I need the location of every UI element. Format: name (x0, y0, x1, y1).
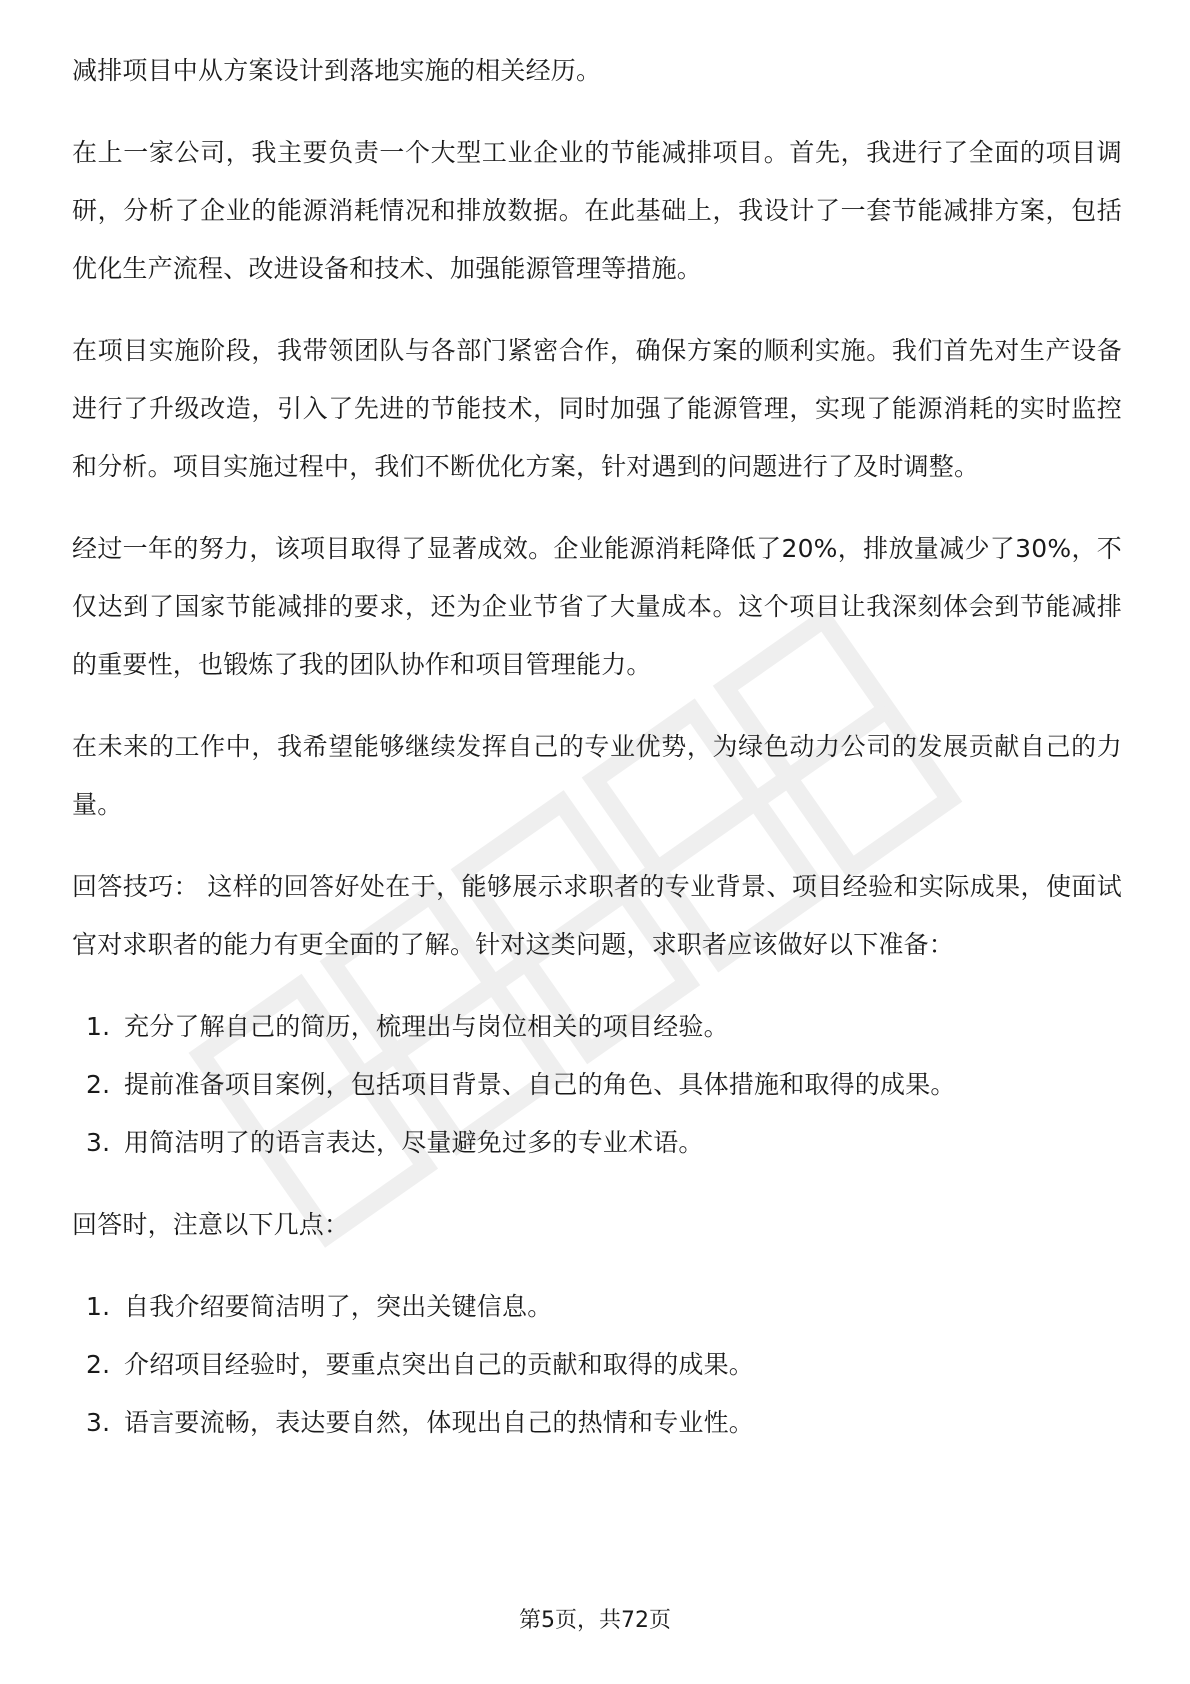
list-number: 3. (86, 1128, 111, 1157)
paragraph-results: 经过一年的努力，该项目取得了显著成效。企业能源消耗降低了20%，排放量减少了30%，不仅达到了国家节能减排的要求，还为企业节省了大量成本。这个项目让我深刻体会到节能减排的重要性，也锻炼了我的团队协作和项目管理能力。 (72, 534, 1122, 679)
document-body (72, 42, 1122, 1476)
list-text: 充分了解自己的简历，梳理出与岗位相关的项目经验。 (124, 1012, 729, 1041)
list-text: 语言要流畅，表达要自然，体现出自己的热情和专业性。 (124, 1408, 755, 1437)
list-item (72, 1336, 1122, 1394)
list-item (72, 1056, 1122, 1114)
list-number: 1. (86, 1012, 111, 1041)
list-text: 用简洁明了的语言表达，尽量避免过多的专业术语。 (124, 1128, 704, 1157)
preparation-list (72, 998, 1122, 1172)
list-number: 1. (86, 1292, 111, 1321)
list-item (72, 1278, 1122, 1336)
notes-heading: 回答时，注意以下几点： (72, 1210, 350, 1239)
notes-list (72, 1278, 1122, 1452)
paragraph-answer-tips: 回答技巧： 这样的回答好处在于，能够展示求职者的专业背景、项目经验和实际成果，使面试官对求职者的能力有更全面的了解。针对这类问题，求职者应该做好以下准备： (72, 872, 1122, 959)
list-text: 自我介绍要简洁明了，突出关键信息。 (124, 1292, 553, 1321)
list-text: 介绍项目经验时，要重点突出自己的贡献和取得的成果。 (124, 1350, 755, 1379)
list-number: 3. (86, 1408, 111, 1437)
list-number: 2. (86, 1070, 111, 1099)
paragraph-intro-continued: 减排项目中从方案设计到落地实施的相关经历。 (72, 56, 602, 85)
list-item (72, 1394, 1122, 1452)
list-item (72, 1114, 1122, 1172)
list-number: 2. (86, 1350, 111, 1379)
paragraph-future: 在未来的工作中，我希望能够继续发挥自己的专业优势，为绿色动力公司的发展贡献自己的力量。 (72, 732, 1122, 819)
page-number-footer: 第5页，共72页 (519, 1608, 671, 1633)
list-text: 提前准备项目案例，包括项目背景、自己的角色、具体措施和取得的成果。 (124, 1070, 956, 1099)
paragraph-project-background: 在上一家公司，我主要负责一个大型工业企业的节能减排项目。首先，我进行了全面的项目调研，分析了企业的能源消耗情况和排放数据。在此基础上，我设计了一套节能减排方案，包括优化生产流程、改进设备和技术、加强能源管理等措施。 (72, 138, 1122, 283)
list-item (72, 998, 1122, 1056)
paragraph-implementation: 在项目实施阶段，我带领团队与各部门紧密合作，确保方案的顺利实施。我们首先对生产设备进行了升级改造，引入了先进的节能技术，同时加强了能源管理，实现了能源消耗的实时监控和分析。项目实施过程中，我们不断优化方案，针对遇到的问题进行了及时调整。 (72, 336, 1122, 481)
